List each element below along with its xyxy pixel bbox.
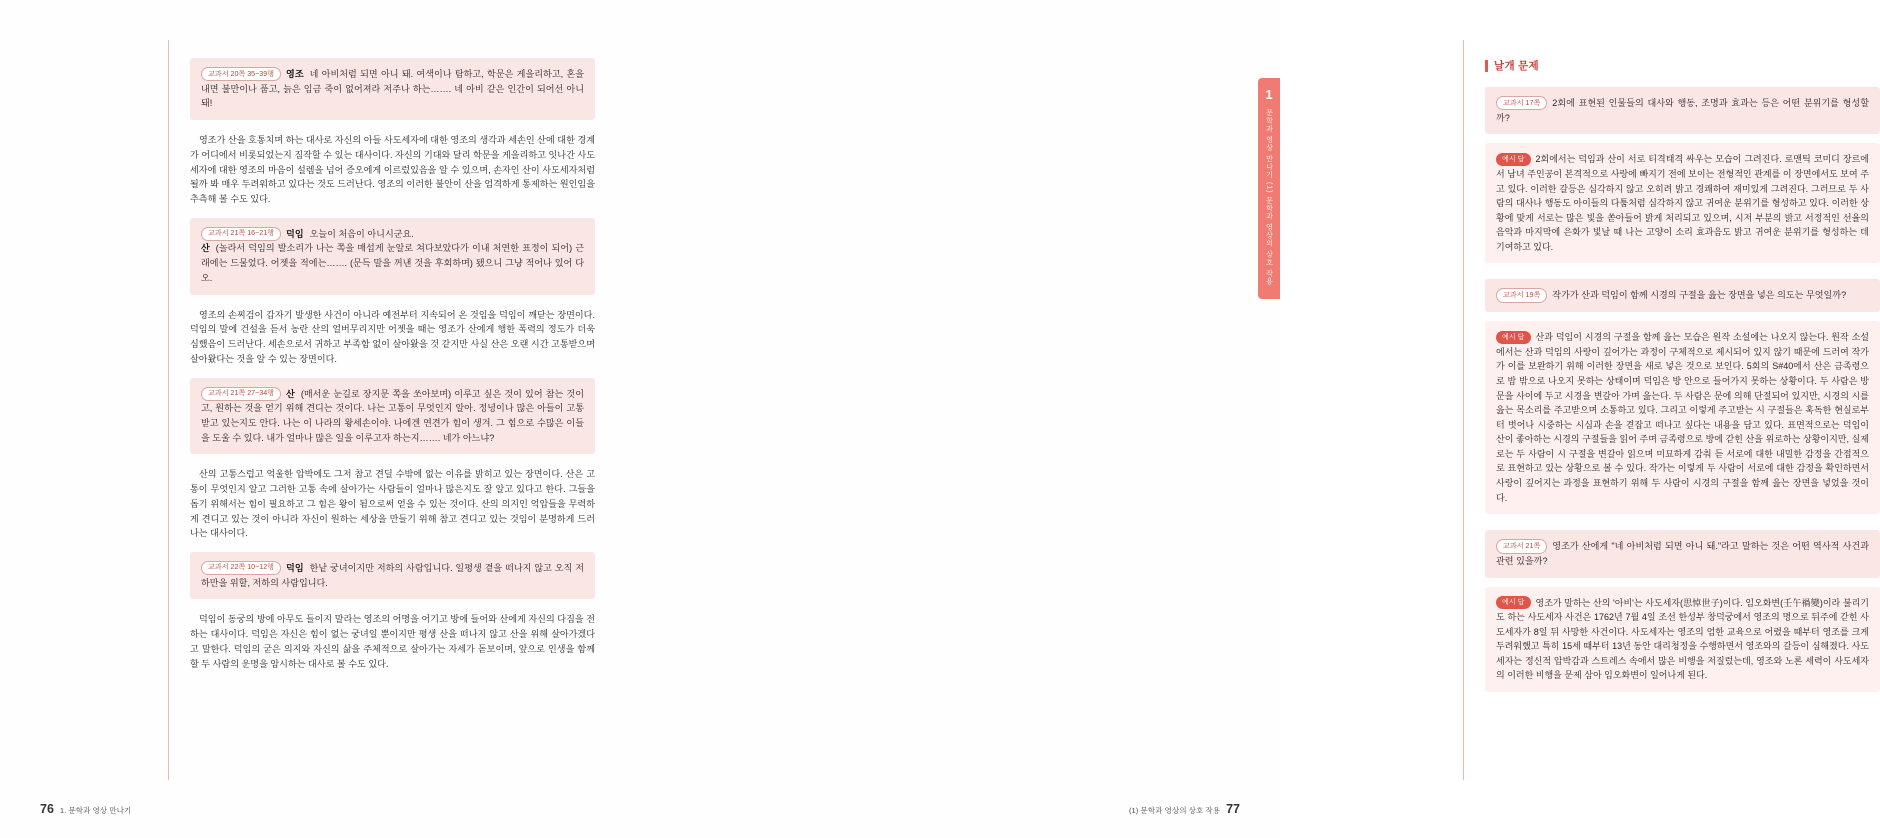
body-paragraph: 산의 고통스럽고 억울한 압박에도 그저 참고 견딜 수밖에 없는 이유를 밝히고 있는 장면이다. 산은 고통이 무엇인지 알고 그러한 고통 속에 살아가는 사람들이 얼마나 많은지도 잘 알고 있다고 한다. 그들을 돕기 위해서는 힘이 필요하고 그 힘은 왕이 됨으로써 얻을 수 있는 것이다. 산의 의지인 억압들을 무력하게 견디고 있는 것이 아니라 자신이 원하는 세상을 만들기 위해 참고 견디고 있는 것임이 분명하게 드러나는 대사이다. [190, 469, 595, 539]
answer-text: 영조가 말하는 산의 '아비'는 사도세자(思悼世子)이다. 임오화변(壬午禍變)이라 불리기도 하는 사도세자 사건은 1762년 7월 4일 조선 한성부 창덕궁에서 영조의 명으로 뒤주에 갇힌 사도세자가 8일 뒤 사망한 사건이다. 사도세자는 영조의 엄한 교육으로 어렸을 때부터 영조를 크게 두려워했고 특히 15세 때부터 13년 동안 대리청정을 수행하면서 영조와의 갈등이 심해졌다. 사도세자는 정신적 압박감과 스트레스 속에서 많은 비행을 저질렀는데, 영조와 노론 세력이 사도세자의 이러한 비행을 문제 삼아 임오화변이 일어나게 된다. [1496, 597, 1869, 681]
answer-box [1485, 321, 1880, 514]
footer-label: 1. 문학과 영상 만나기 [59, 806, 132, 815]
speaker-name: 산 [286, 388, 295, 399]
speaker-name: 영조 [286, 69, 304, 79]
answer-tag: 예시 답 [1496, 331, 1531, 344]
source-tag: 교과서 19쪽 [1496, 288, 1547, 302]
quote-text: (매서운 눈길로 장지문 쪽을 쏘아보며) 이루고 싶은 것이 있어 참는 것이고, 원하는 것을 얻기 위해 견디는 것이다. 나는 고통이 무엇인지 알아. 정녕이나 많은 아들이 고통받고 있는지도 안다. 나는 이 나라의 왕세손이야. 나에겐 연견가 힘이 생겨. 그 힘으로 수많은 이들을 도울 수 있다. 내가 얼마나 많은 일을 이루고자 하는지……. 네가 아느냐? [201, 388, 584, 443]
source-tag: 교과서 21쪽 27~34행 [201, 387, 281, 401]
question-text: 2회에 표현된 인물들의 대사와 행동, 조명과 효과는 등은 어떤 분위기를 형성할까? [1496, 98, 1869, 123]
unit-sub-label: (1) 문학과 영상의 상호 작용 [1265, 181, 1273, 286]
answer-text: 산과 덕임이 시경의 구절을 함께 읊는 모습은 원작 소설에는 나오지 않는다. 원작 소설에서는 산과 덕임의 사랑이 깊어가는 과정이 구체적으로 제시되어 있지 않기 때문에 드러여 작가가 이를 보완하기 위해 이러한 장면을 새로 넣은 것으로 보인다. 5회의 S#40에서 산은 금족령으로 밤 밖으로 나오지 못하는 상태이며 덕임은 방 안으로 들어가지 못하는 상황이다. 두 사람은 방문을 사이에 두고 시경을 변갈아 가며 읊는다. 두 사람은 문에 의해 단절되어 있지만, 시경의 시를 읊는 목소리를 주고받으며 소통하고 있다. 그리고 이렇게 주고받는 시 구절들은 혹독한 현실로부터 벗어나 시중하는 시심과 손을 겯잡고 떠나고 싶다는 내용을 담고 있다. 표면적으로는 덕임이 산이 좋아하는 시경의 구절들을 읽어 주며 금족령으로 방에 갇힌 산을 위로하는 상황이지만, 실제로는 두 사람이 시 구절을 변갈아 읽으며 미묘하게 감춰 듣 서로에 대한 내밀한 감정을 간접적으로 표현하고 있는 상황으로 볼 수 있다. 작가는 이렇게 두 사람이 서로에 대한 감정을 확인하면서 사랑이 깊어지는 과정을 표현하기 위해 두 사람이 시경의 구절을 함께 읊는 장면을 넣었을 것이다. [1496, 332, 1869, 503]
quote-text: 네 아비처럼 되면 아니 돼. 여색이나 탐하고, 학문은 게을리하고, 혼을 내면 불만이나 품고, 늙은 임금 죽이 없어져라 저주나 하는……. 네 아비 같은 인간이 되어선 아니 돼! [201, 69, 584, 109]
left-column-rule [168, 40, 169, 780]
answer-text: 2회에서는 덕임과 산이 서로 티격태격 싸우는 모습이 그려진다. 로맨틱 코미디 장르에서 남녀 주인공이 본격적으로 사랑에 빠지기 전에 보이는 전형적인 관계를 이 장면에서도 보여 주고 있다. 이러한 갈등은 심각하지 않고 오히려 밝고 경쾌하여 재미있게 그려진다. 그러므로 두 사람의 대사나 행동도 아이들의 다툼처럼 심각하지 않고 귀여운 분위기를 형성하고 있다. 이러한 상황에 맞게 서로는 많은 빛을 쏟아들어 밝게 처리되고 있으며, 시저 부분의 밝고 서정적인 선율의 음악과 마지막에 은화가 빛날 때 나는 고양이 소리 효과음도 밝고 귀여운 분위기를 형성하는 데 기여하고 있다. [1496, 154, 1869, 252]
body-paragraph: 영조의 손찌검이 갑자기 발생한 사건이 아니라 예전부터 지속되어 온 것임을 덕임이 깨닫는 장면이다. 덕임의 말에 건설을 듣서 농란 산의 얼버무리지만 어젯을 때는 영조가 산에게 행한 폭력의 정도가 더욱 심했음이 드러난다. 세손으로서 귀하고 부족함 없이 살아왔을 것 같지만 사실 산은 오랜 시간 고통받으며 살아왔다는 것을 알 수 있는 장면이다. [190, 309, 595, 364]
page-number: 77 [1226, 802, 1240, 816]
script-quote [190, 58, 595, 120]
source-tag: 교과서 17쪽 [1496, 96, 1547, 110]
side-thumb-index[interactable] [1258, 78, 1280, 299]
speaker-name: 덕임 [286, 562, 304, 573]
right-page [640, 0, 1869, 838]
question-box [1485, 530, 1880, 577]
answer-box [1485, 587, 1880, 692]
right-column-rule [1463, 40, 1464, 780]
source-tag: 교과서 20쪽 35~39행 [201, 67, 281, 81]
question-box [1485, 279, 1880, 312]
script-quote [190, 218, 595, 295]
unit-number: 1 [1265, 87, 1273, 102]
speaker-name-2: 산 [201, 243, 210, 254]
answer-tag: 예시 답 [1496, 596, 1531, 609]
answer-tag: 예시 답 [1496, 153, 1531, 166]
section-title: 날개 문제 [1494, 60, 1539, 72]
right-text-column [1485, 58, 1880, 708]
answer-box [1485, 143, 1880, 263]
source-tag: 교과서 21쪽 16~21행 [201, 227, 281, 241]
section-heading [1485, 58, 1880, 73]
right-page-footer [1129, 802, 1240, 816]
quote-text: 오늘이 처음이 아니시군요. [309, 228, 414, 239]
left-page-footer [40, 802, 131, 816]
script-quote [190, 378, 595, 455]
question-text: 영조가 산에게 "네 아비처럼 되면 아니 돼."라고 말하는 것은 어떤 역사적 사건과 관련 있을까? [1496, 541, 1869, 566]
body-paragraph: 덕임이 동궁의 방에 아무도 들이지 말라는 영조의 어명을 어기고 방에 들어와 산에게 자신의 다짐을 전하는 대사이다. 덕임은 자신은 힘이 없는 궁녀일 뿐이지만 평생 산을 떠나지 않고 산을 위해 살아가겠다고 말한다. 덕임의 굳은 의지와 자신의 삶을 주체적으로 살아가는 자세가 돋보이며, 앞으로 인생을 함께할 두 사람의 운명을 암시하는 대사로 볼 수도 있다. [190, 614, 595, 669]
body-paragraph: 영조가 산을 호통치며 하는 대사로 자신의 아들 사도세자에 대한 영조의 생각과 세손인 산에 대한 경계가 어디에서 비롯되었는지 짐작할 수 있는 대사이다. 자신의 기대와 달리 학문을 게을리하고 잇나간 사도세자에 대한 영조의 마음이 설렘을 넘어 증오에게 이르렀있음을 알 수 있으며, 손자인 산이 사도세자처럼 될까 봐 매우 두려워하고 있다는 것도 드러난다. 영조의 이러한 불안이 산을 엄격하게 통제하는 원인임을 추측해 볼 수도 있다. [190, 135, 595, 205]
heading-bar-icon [1485, 60, 1488, 72]
question-box [1485, 87, 1880, 134]
quote-text-2: (놀라서 덕임의 발소리가 나는 쪽을 매섭게 눈알로 쳐다보았다가 이내 처연한 표정이 되어) 근래에는 드물었다. 어젯을 적에는……. (문득 말을 꺼낸 것을 후회하며) 됐으니 그냥 적어나 있어 다오. [201, 243, 584, 283]
left-text-column [190, 58, 595, 682]
quote-text: 한낱 궁녀이지만 저하의 사람입니다. 일평생 곁을 떠나지 않고 오직 저하만을 위할, 저하의 사람입니다. [201, 562, 584, 588]
question-text: 작가가 산과 덕임이 함께 시경의 구절을 읊는 장면을 넣은 의도는 무엇일까? [1552, 290, 1847, 301]
footer-label: (1) 문학과 영상의 상호 작용 [1129, 806, 1221, 815]
speaker-name: 덕임 [286, 228, 304, 239]
source-tag: 교과서 21쪽 [1496, 539, 1547, 553]
unit-label: 문학과 영상 만나기 [1265, 108, 1273, 179]
page-number: 76 [40, 802, 54, 816]
left-page [0, 0, 640, 838]
source-tag: 교과서 22쪽 10~12행 [201, 561, 281, 575]
script-quote [190, 552, 595, 599]
